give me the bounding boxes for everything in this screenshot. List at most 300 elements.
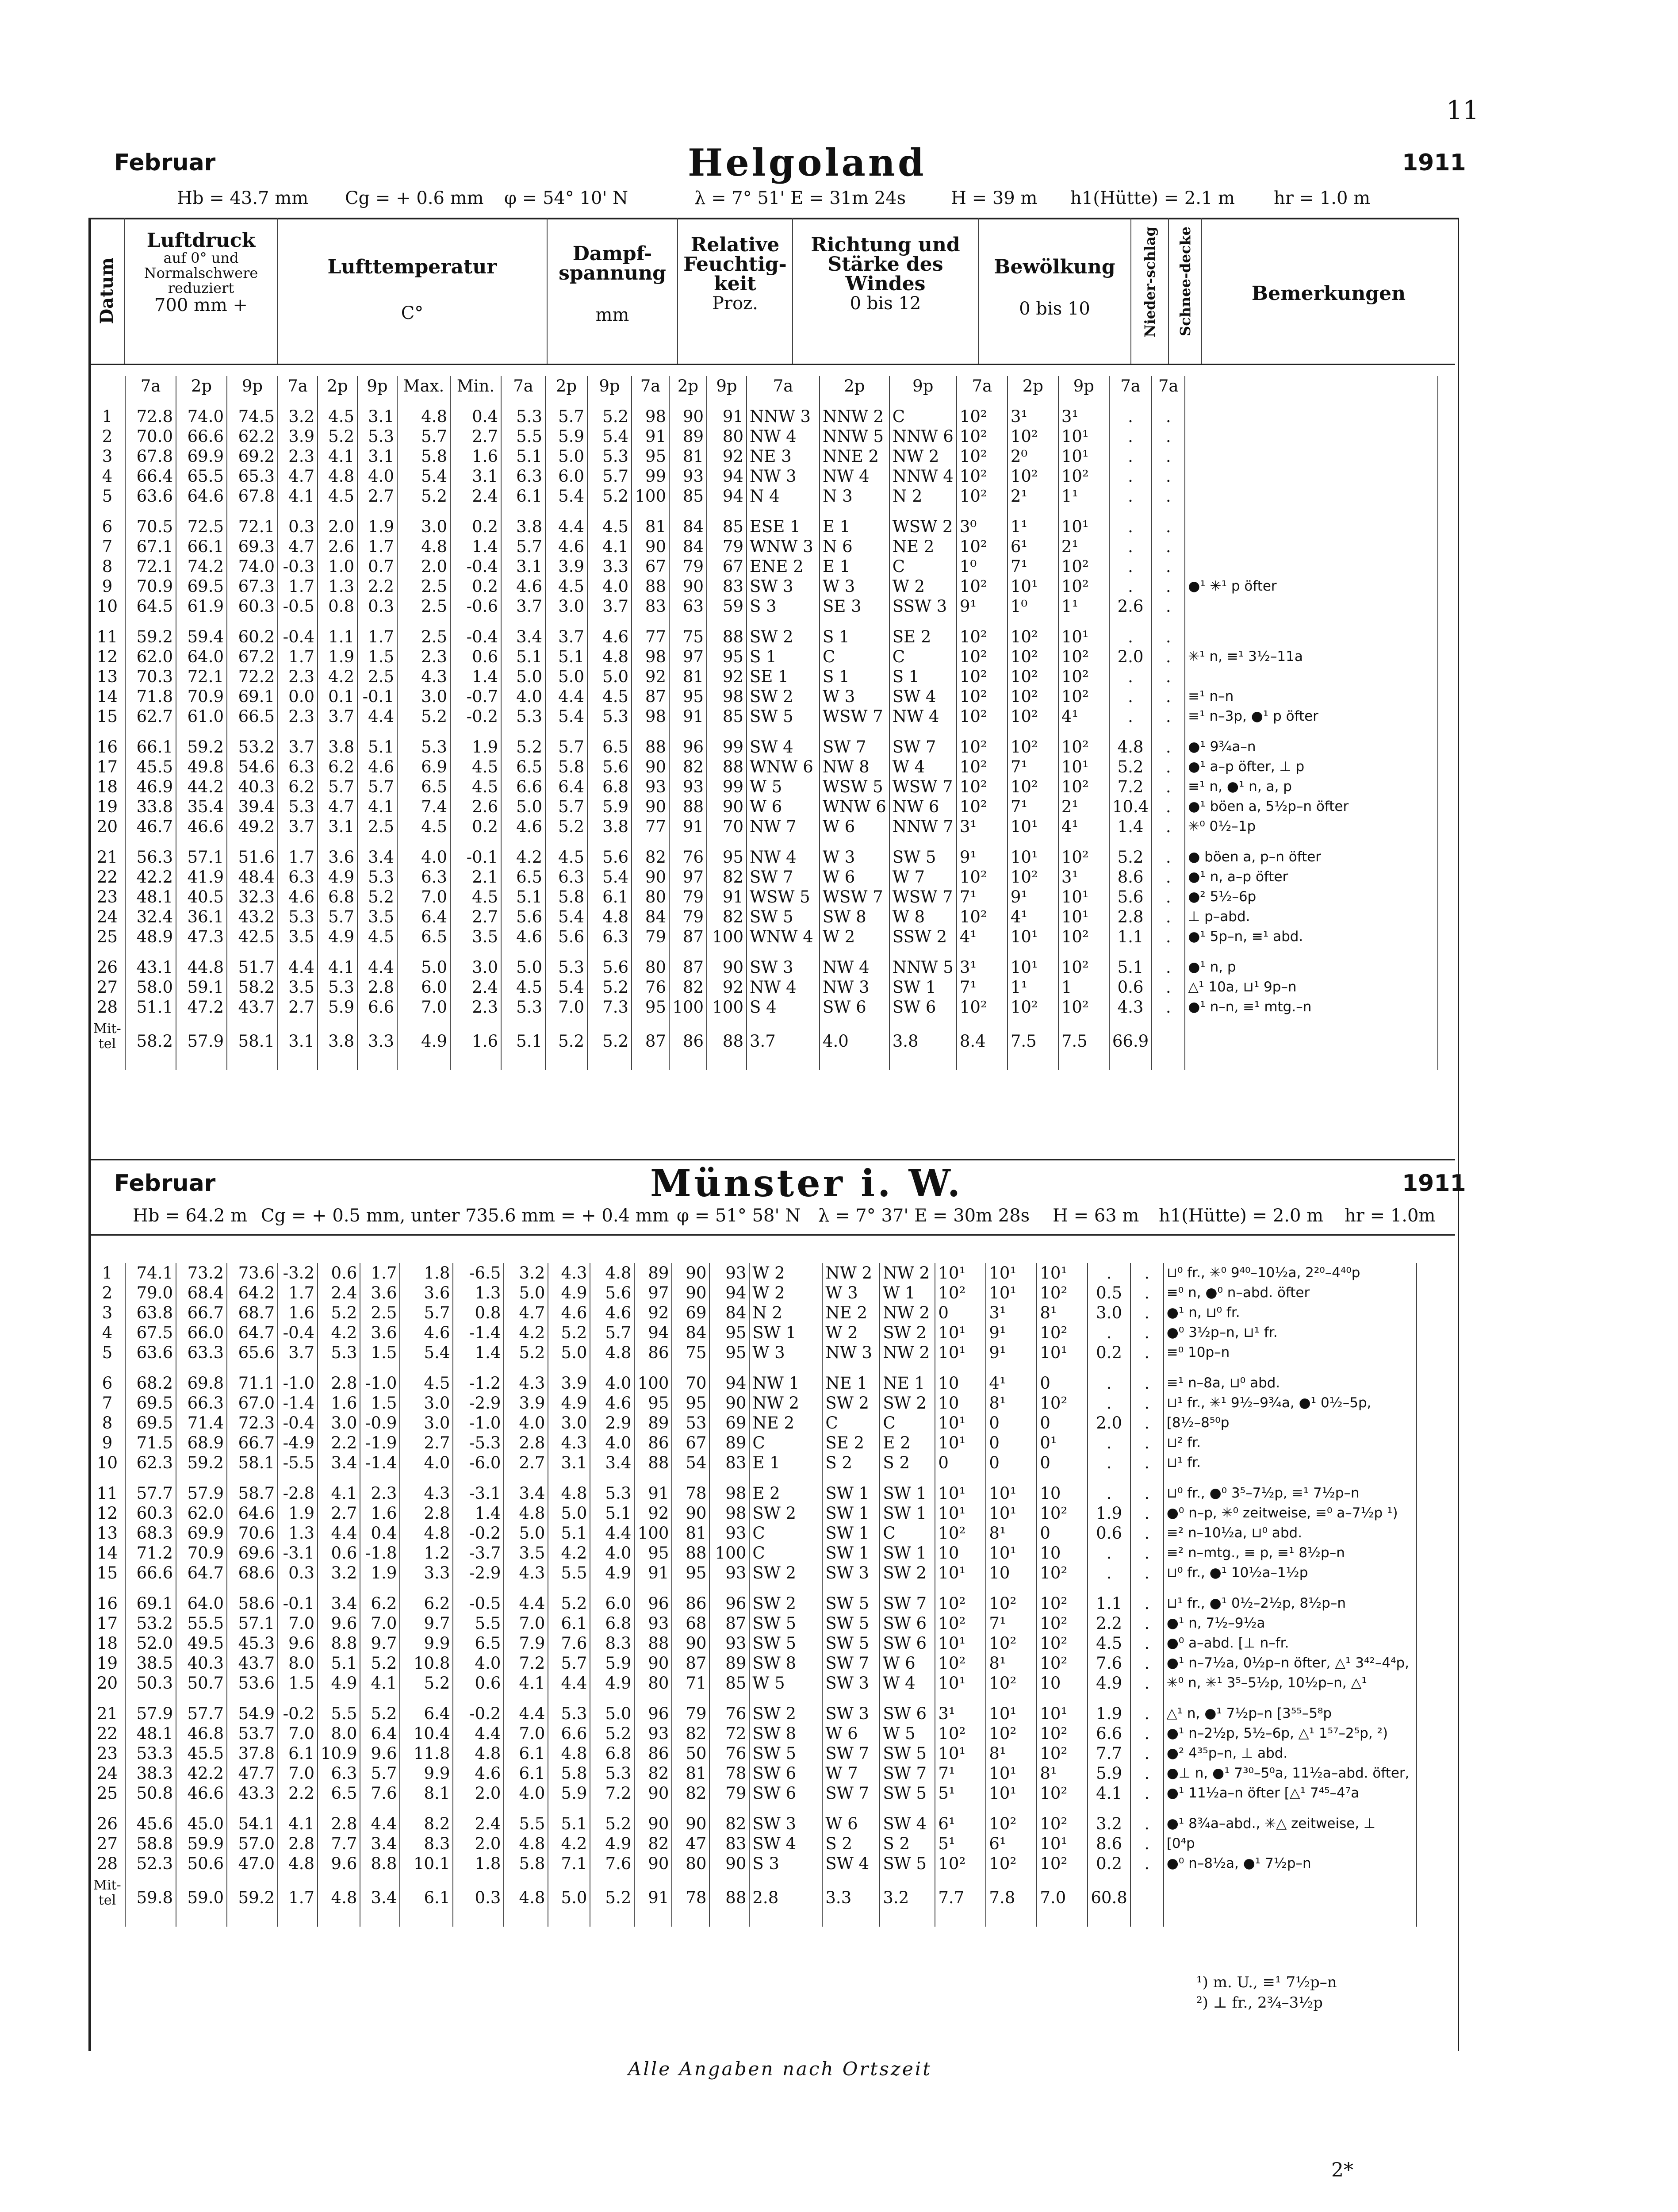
cell-f9: 98 (709, 1503, 749, 1523)
cell-p9: 65.6 (227, 1343, 278, 1363)
cell-p7: 67.8 (125, 446, 176, 466)
cell-b7: 10² (957, 667, 1008, 687)
cell-w2: WSW 7 (820, 707, 889, 726)
cell-d2: 4.8 (548, 1483, 590, 1503)
cell-w9: NW 2 (889, 446, 957, 466)
cell-f7: 90 (634, 1653, 672, 1673)
cell-p2: 66.6 (176, 426, 227, 446)
table-header (90, 218, 1455, 365)
cell-b9: 10¹ (1058, 426, 1109, 446)
cell-t9: 1.5 (357, 647, 397, 667)
cell-f9: 94 (709, 1283, 749, 1303)
cell-d7: 4.4 (504, 1594, 548, 1613)
cell-d9: 5.4 (587, 426, 632, 446)
cell-ns: 0.2 (1088, 1343, 1130, 1363)
mean-ns: 60.8 (1088, 1874, 1130, 1927)
cell-day: 7 (90, 1393, 125, 1413)
cell-b7: 10² (957, 867, 1008, 887)
cell-p9: 47.7 (227, 1763, 278, 1783)
cell-w9: WSW 7 (889, 777, 957, 797)
cell-t9: 3.5 (357, 907, 397, 927)
cell-d9: 5.3 (587, 446, 632, 466)
cell-d9: 5.2 (587, 977, 632, 997)
cell-p7: 45.6 (125, 1814, 176, 1834)
cell-d2: 6.0 (545, 466, 587, 486)
cell-w2: C (820, 647, 889, 667)
mean-f2: 78 (672, 1874, 709, 1927)
cell-d7: 4.0 (504, 1783, 548, 1803)
cell-snow: . (1130, 1343, 1164, 1363)
cell-p9: 40.3 (227, 777, 278, 797)
cell-d2: 4.5 (545, 847, 587, 867)
header-bewoelkung: Bewölkung 0 bis 10 (979, 218, 1131, 364)
cell-tmin: -6.0 (453, 1453, 504, 1473)
cell-b2: 10² (1008, 466, 1058, 486)
cell-t7: 2.7 (278, 997, 318, 1017)
cell-t7: 0.3 (278, 1563, 318, 1583)
mean-p9: 59.2 (227, 1874, 278, 1927)
cell-b9: 2¹ (1058, 797, 1109, 817)
cell-b2: 7¹ (1008, 557, 1058, 576)
cell-w9: SSW 3 (889, 596, 957, 616)
cell-ns: 1.1 (1109, 927, 1152, 947)
cell-t2: 3.1 (318, 817, 357, 837)
cell-w9: SW 7 (880, 1594, 935, 1613)
cell-f7: 93 (632, 777, 669, 797)
cell-ns: . (1109, 407, 1152, 426)
cell-snow: . (1152, 927, 1185, 947)
cell-w7: C (749, 1433, 822, 1453)
table-row (90, 1283, 1417, 1303)
cell-p2: 44.2 (176, 777, 227, 797)
cell-w2: W 2 (822, 1323, 880, 1343)
cell-b2: 10² (1008, 777, 1058, 797)
cell-remark: ●¹ n–n, ≡¹ mtg.–n (1185, 997, 1438, 1017)
cell-d7: 2.7 (504, 1453, 548, 1473)
cell-day: 3 (90, 1303, 125, 1323)
cell-w2: SW 4 (822, 1854, 880, 1874)
subheader-cell: 9p (889, 376, 957, 396)
cell-d9: 5.2 (590, 1814, 634, 1834)
cell-snow: . (1130, 1373, 1164, 1393)
cell-t9: 3.1 (357, 446, 397, 466)
cell-d7: 4.6 (501, 817, 545, 837)
cell-f2: 79 (672, 1704, 709, 1724)
table-row (90, 576, 1438, 596)
cell-snow: . (1152, 446, 1185, 466)
mean-b7: 7.7 (935, 1874, 986, 1927)
cell-d9: 4.9 (590, 1673, 634, 1693)
header-niederschlag: Nieder-schlag (1131, 218, 1169, 364)
cell-t9: 2.7 (357, 486, 397, 506)
cell-b7: 10² (957, 757, 1008, 777)
cell-day: 27 (90, 977, 125, 997)
header-wind: Richtung und Stärke des Windes 0 bis 12 (793, 218, 979, 364)
cell-p7: 32.4 (125, 907, 176, 927)
cell-t9: 1.6 (360, 1503, 400, 1523)
cell-f2: 82 (672, 1724, 709, 1743)
cell-d9: 3.7 (587, 596, 632, 616)
cell-f9: 79 (707, 537, 747, 557)
cell-t2: 0.8 (318, 596, 357, 616)
cell-w9: S 2 (880, 1834, 935, 1854)
cell-day: 17 (90, 1613, 125, 1633)
cell-b2: 10² (1008, 707, 1058, 726)
cell-p9: 42.5 (227, 927, 278, 947)
cell-f9: 89 (709, 1653, 749, 1673)
cell-p2: 55.5 (176, 1613, 227, 1633)
cell-p9: 37.8 (227, 1743, 278, 1763)
cell-d9: 3.4 (590, 1453, 634, 1473)
cell-ns: . (1088, 1373, 1130, 1393)
cell-f9: 93 (709, 1563, 749, 1583)
cell-b7: 10² (957, 426, 1008, 446)
cell-f9: 95 (709, 1323, 749, 1343)
cell-b2: 0 (986, 1413, 1037, 1433)
cell-d9: 5.3 (590, 1763, 634, 1783)
cell-w2: SW 7 (820, 737, 889, 757)
cell-f9: 93 (709, 1523, 749, 1543)
cell-tmin: -3.1 (453, 1483, 504, 1503)
cell-tmin: 2.0 (453, 1834, 504, 1854)
cell-w2: NW 3 (820, 977, 889, 997)
cell-f7: 90 (632, 867, 669, 887)
cell-tmin: 2.4 (450, 977, 501, 997)
cell-t2: 5.9 (318, 997, 357, 1017)
cell-b2: 10² (1008, 627, 1058, 647)
cell-b9: 10² (1037, 1743, 1088, 1763)
cell-w7: NW 1 (749, 1373, 822, 1393)
cell-b9: 10² (1037, 1724, 1088, 1743)
cell-d7: 4.5 (501, 977, 545, 997)
cell-t7: 1.7 (278, 847, 318, 867)
cell-b9: 10² (1058, 737, 1109, 757)
cell-remark: ≡² n–10½a, ⊔⁰ abd. (1164, 1523, 1417, 1543)
cell-b7: 10² (957, 707, 1008, 726)
cell-day: 16 (90, 1594, 125, 1613)
cell-d2: 5.7 (548, 1653, 590, 1673)
cell-f2: 81 (672, 1523, 709, 1543)
cell-t7: 2.3 (278, 446, 318, 466)
cell-f9: 92 (707, 667, 747, 687)
cell-w9: SW 6 (880, 1704, 935, 1724)
cell-tmin: 0.6 (453, 1673, 504, 1693)
cell-ns: 2.0 (1088, 1413, 1130, 1433)
cell-day: 15 (90, 1563, 125, 1583)
cell-tmin: -0.5 (453, 1594, 504, 1613)
cell-day: 9 (90, 576, 125, 596)
cell-d9: 5.9 (587, 797, 632, 817)
cell-t7: 7.0 (278, 1724, 318, 1743)
table-row (90, 1834, 1417, 1854)
cell-p7: 69.1 (125, 1594, 176, 1613)
table-row (90, 957, 1438, 977)
cell-day: 21 (90, 1704, 125, 1724)
cell-t2: 2.6 (318, 537, 357, 557)
mean-p7: 59.8 (125, 1874, 176, 1927)
cell-b2: 10² (1008, 667, 1058, 687)
cell-tmax: 6.0 (397, 977, 450, 997)
cell-t9: 2.2 (357, 576, 397, 596)
cell-f9: 95 (707, 847, 747, 867)
mean-b9: 7.5 (1058, 1017, 1109, 1070)
footnote-1: ¹) m. U., ≡¹ 7½p–n (1196, 1974, 1337, 1991)
cell-tmax: 7.4 (397, 797, 450, 817)
cell-t9: 2.5 (357, 667, 397, 687)
cell-snow: . (1130, 1433, 1164, 1453)
mean-w9: 3.8 (889, 1017, 957, 1070)
cell-p2: 68.9 (176, 1433, 227, 1453)
cell-tmin: 2.1 (450, 867, 501, 887)
cell-b2: 0 (986, 1453, 1037, 1473)
cell-t9: 0.7 (357, 557, 397, 576)
cell-remark: ●¹ n, ⊔⁰ fr. (1164, 1303, 1417, 1323)
cell-d2: 6.6 (548, 1724, 590, 1743)
cell-w9: SW 1 (880, 1503, 935, 1523)
cell-remark: ⊔¹ fr., ✳¹ 9½–9¾a, ●¹ 0½–5p, (1164, 1393, 1417, 1413)
cell-w7: NW 4 (747, 847, 820, 867)
table-row (90, 1704, 1417, 1724)
table-row (90, 486, 1438, 506)
cell-b7: 10² (957, 777, 1008, 797)
cell-t9: -0.9 (360, 1413, 400, 1433)
cell-t7: 6.1 (278, 1743, 318, 1763)
subheader-cell: Max. (397, 376, 450, 396)
cell-t9: 9.7 (360, 1633, 400, 1653)
cell-w7: NW 3 (747, 466, 820, 486)
cell-ns: . (1109, 537, 1152, 557)
cell-w7: SW 5 (749, 1613, 822, 1633)
cell-d7: 3.4 (501, 627, 545, 647)
cell-b9: 0 (1037, 1413, 1088, 1433)
cell-p2: 35.4 (176, 797, 227, 817)
cell-remark: ⊥ p–abd. (1185, 907, 1438, 927)
cell-b7: 10² (957, 797, 1008, 817)
cell-tmin: 1.4 (450, 537, 501, 557)
cell-b7: 3¹ (935, 1704, 986, 1724)
cell-w9: C (880, 1413, 935, 1433)
mean-remark (1185, 1017, 1438, 1070)
cell-t9: -1.0 (360, 1373, 400, 1393)
helgoland-meta-0: Hb = 43.7 mm (177, 188, 309, 208)
header-datum: Datum (90, 218, 125, 364)
cell-d2: 5.0 (545, 667, 587, 687)
cell-tmin: -0.2 (453, 1704, 504, 1724)
cell-f2: 84 (669, 517, 707, 537)
cell-f9: 82 (707, 867, 747, 887)
cell-remark: △¹ 10a, ⊔¹ 9p–n (1185, 977, 1438, 997)
cell-p9: 32.3 (227, 887, 278, 907)
table-row (90, 1673, 1417, 1693)
cell-f9: 95 (707, 647, 747, 667)
cell-w2: W 6 (822, 1724, 880, 1743)
cell-d9: 6.8 (590, 1613, 634, 1633)
cell-day: 13 (90, 667, 125, 687)
cell-t2: 1.1 (318, 627, 357, 647)
table-row (90, 596, 1438, 616)
cell-day: 9 (90, 1433, 125, 1453)
cell-w2: N 3 (820, 486, 889, 506)
cell-snow: . (1152, 466, 1185, 486)
cell-f9: 100 (707, 927, 747, 947)
cell-f7: 100 (634, 1373, 672, 1393)
cell-f7: 96 (634, 1594, 672, 1613)
cell-b9: 10¹ (1037, 1263, 1088, 1283)
cell-p7: 67.5 (125, 1323, 176, 1343)
cell-day: 26 (90, 1814, 125, 1834)
cell-t7: 9.6 (278, 1633, 318, 1653)
cell-w2: SW 3 (822, 1563, 880, 1583)
cell-ns: 4.8 (1109, 737, 1152, 757)
cell-w7: W 6 (747, 797, 820, 817)
cell-p9: 65.3 (227, 466, 278, 486)
cell-w7: SW 5 (749, 1633, 822, 1653)
cell-remark: ●¹ n–2½p, 5½–6p, △¹ 1⁵⁷–2⁵p, ²) (1164, 1724, 1417, 1743)
cell-p2: 64.7 (176, 1563, 227, 1583)
cell-f2: 90 (672, 1263, 709, 1283)
cell-p9: 72.2 (227, 667, 278, 687)
cell-t9: 5.2 (357, 887, 397, 907)
cell-remark (1185, 667, 1438, 687)
cell-t9: 5.2 (360, 1653, 400, 1673)
spacer-row (90, 837, 1438, 847)
cell-f2: 79 (669, 557, 707, 576)
cell-w7: SW 4 (749, 1834, 822, 1854)
cell-d9: 4.0 (590, 1373, 634, 1393)
cell-f7: 98 (632, 707, 669, 726)
cell-snow: . (1152, 517, 1185, 537)
cell-f9: 99 (707, 737, 747, 757)
cell-b7: 10¹ (935, 1563, 986, 1583)
cell-w2: NNE 2 (820, 446, 889, 466)
cell-d7: 5.3 (501, 407, 545, 426)
cell-d2: 4.4 (545, 517, 587, 537)
mean-tmin: 0.3 (453, 1874, 504, 1927)
cell-b9: 8¹ (1037, 1763, 1088, 1783)
cell-p9: 60.2 (227, 627, 278, 647)
cell-f2: 47 (672, 1834, 709, 1854)
table-row (90, 667, 1438, 687)
cell-d9: 6.8 (587, 777, 632, 797)
cell-t7: 2.3 (278, 707, 318, 726)
cell-t2: 2.0 (318, 517, 357, 537)
cell-t9: 1.5 (360, 1393, 400, 1413)
cell-b7: 10² (935, 1283, 986, 1303)
cell-f2: 90 (672, 1814, 709, 1834)
table-row (90, 557, 1438, 576)
cell-t9: 9.6 (360, 1743, 400, 1763)
table-row (90, 1263, 1417, 1283)
page-number: 11 (1446, 95, 1479, 125)
cell-tmax: 5.8 (397, 446, 450, 466)
cell-w9: W 5 (880, 1724, 935, 1743)
cell-d2: 3.0 (548, 1413, 590, 1433)
cell-p7: 63.8 (125, 1303, 176, 1323)
cell-day: 12 (90, 1503, 125, 1523)
cell-p9: 48.4 (227, 867, 278, 887)
cell-ns: . (1109, 576, 1152, 596)
cell-f2: 76 (669, 847, 707, 867)
cell-d2: 6.1 (548, 1613, 590, 1633)
cell-p2: 40.3 (176, 1653, 227, 1673)
cell-d7: 3.8 (501, 517, 545, 537)
table-row (90, 627, 1438, 647)
cell-t9: 4.4 (357, 707, 397, 726)
cell-tmin: -2.9 (453, 1393, 504, 1413)
cell-t9: -1.8 (360, 1543, 400, 1563)
cell-d9: 5.6 (587, 757, 632, 777)
cell-tmin: -0.2 (450, 707, 501, 726)
cell-p9: 69.1 (227, 687, 278, 707)
cell-p7: 62.3 (125, 1453, 176, 1473)
cell-t2: 0.6 (318, 1543, 360, 1563)
cell-f2: 90 (672, 1633, 709, 1653)
cell-tmin: 2.4 (453, 1814, 504, 1834)
cell-w9: N 2 (889, 486, 957, 506)
cell-b7: 9¹ (957, 847, 1008, 867)
cell-tmax: 5.2 (397, 486, 450, 506)
cell-p9: 58.6 (227, 1594, 278, 1613)
cell-w2: SW 1 (822, 1483, 880, 1503)
muenster-meta-1: Cg = + 0.5 mm, unter 735.6 mm = + 0.4 mm (261, 1206, 669, 1226)
cell-w9: NE 1 (880, 1373, 935, 1393)
table-row (90, 1653, 1417, 1673)
cell-b9: 10² (1037, 1633, 1088, 1653)
cell-p9: 43.3 (227, 1783, 278, 1803)
cell-t2: 4.7 (318, 797, 357, 817)
cell-t2: 8.8 (318, 1633, 360, 1653)
cell-w2: N 6 (820, 537, 889, 557)
cell-ns: 5.2 (1109, 757, 1152, 777)
table-row (90, 537, 1438, 557)
cell-w2: SW 5 (822, 1594, 880, 1613)
cell-t9: 1.7 (357, 627, 397, 647)
cell-w9: SW 7 (880, 1763, 935, 1783)
cell-b2: 10² (986, 1673, 1037, 1693)
cell-tmin: 1.6 (450, 446, 501, 466)
cell-t9: 2.5 (360, 1303, 400, 1323)
cell-d7: 4.6 (501, 576, 545, 596)
cell-b7: 10² (957, 687, 1008, 707)
cell-d2: 5.7 (545, 797, 587, 817)
cell-d2: 5.7 (545, 407, 587, 426)
cell-t7: 4.7 (278, 466, 318, 486)
muenster-year: 1911 (1402, 1170, 1466, 1197)
cell-f7: 88 (632, 737, 669, 757)
cell-f2: 80 (672, 1854, 709, 1874)
cell-day: 2 (90, 426, 125, 446)
cell-p7: 45.5 (125, 757, 176, 777)
helgoland-meta-3: λ = 7° 51' E = 31m 24s (694, 188, 906, 208)
cell-f7: 86 (634, 1343, 672, 1363)
cell-f2: 87 (672, 1653, 709, 1673)
cell-ns: 2.2 (1088, 1613, 1130, 1633)
cell-b7: 7¹ (957, 977, 1008, 997)
cell-f9: 84 (709, 1303, 749, 1323)
cell-day: 20 (90, 1673, 125, 1693)
cell-day: 27 (90, 1834, 125, 1854)
cell-p7: 46.7 (125, 817, 176, 837)
cell-w9: W 4 (880, 1673, 935, 1693)
cell-w7: E 2 (749, 1483, 822, 1503)
cell-f9: 88 (707, 757, 747, 777)
cell-p9: 64.6 (227, 1503, 278, 1523)
cell-f2: 53 (672, 1413, 709, 1433)
cell-f7: 67 (632, 557, 669, 576)
cell-t7: 3.5 (278, 927, 318, 947)
cell-p2: 72.1 (176, 667, 227, 687)
spacer-row (90, 1803, 1417, 1814)
